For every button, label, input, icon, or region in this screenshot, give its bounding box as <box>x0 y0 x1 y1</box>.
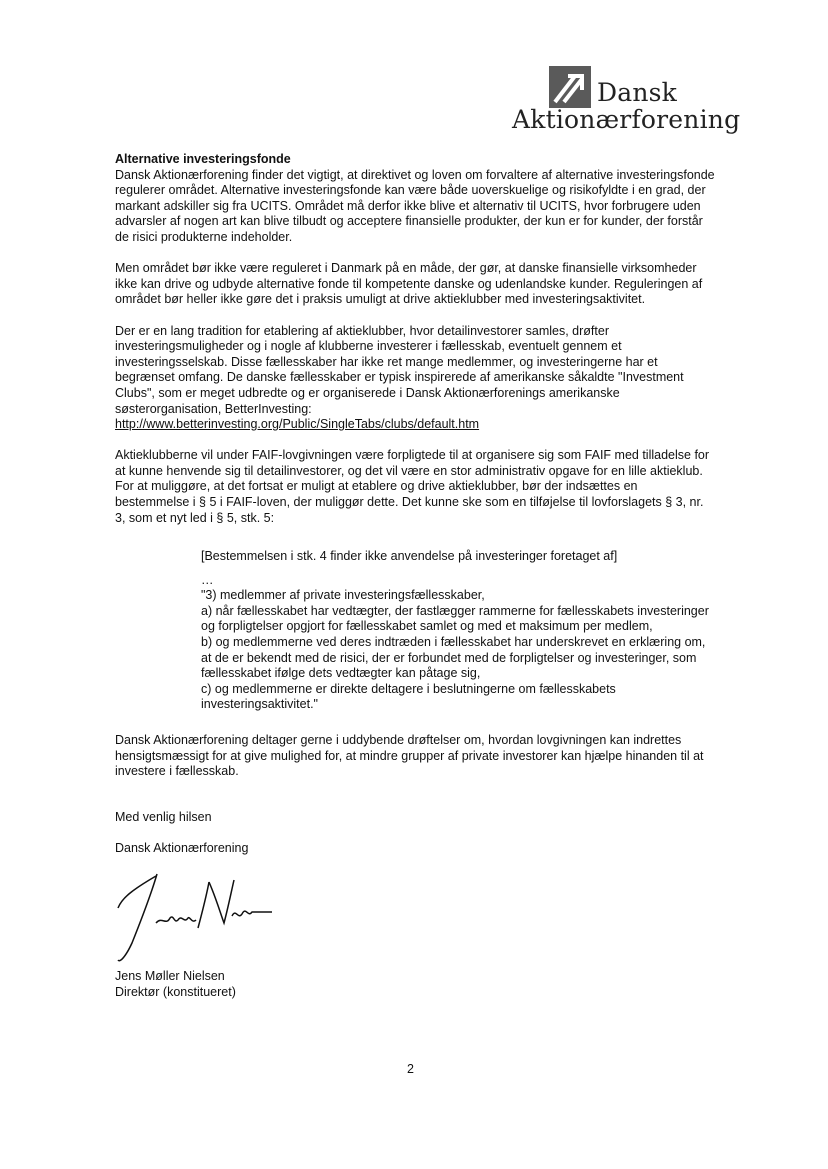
section-paragraph-1 <box>115 152 715 246</box>
letter-body <box>115 152 715 542</box>
organization-logo <box>505 66 741 138</box>
section-heading: Alternative investeringsfonde <box>115 152 291 166</box>
betterinvesting-link[interactable]: http://www.betterinvesting.org/Public/SingleTabs/clubs/default.htm <box>115 417 480 432</box>
handwritten-signature <box>112 868 282 968</box>
signer-block <box>115 969 236 1000</box>
paragraph-text: Dansk Aktionærforening finder det vigtigt, at direktivet og loven om forvaltere af alternative investeringsfonde regulerer området. Alternative investeringsfonde kan være både uoverskuelige og risikofyldte i en grad, der markant adskiller sig fra UCITS. Området må derfor ikke blive et alternativ til UCITS, hvor forbrugere uden advarsler af nogen art kan blive tilbudt og acceptere finansielle produkter, der kun er for kunder, der forstår de risici produkterne indeholder. <box>115 167 715 244</box>
signer-title: Direktør (konstitueret) <box>115 984 236 999</box>
proposed-provision-quote <box>201 549 716 713</box>
organization-name: Dansk Aktionærforening <box>115 841 249 855</box>
section-paragraph-2: Men området bør ikke være reguleret i Danmark på en måde, der gør, at danske finansielle virksomheder ikke kan drive og udbyde alternative fonde til kompetente danske og udenlandske kunder. Reguleringen af området bør heller ikke gøre det i praksis umuligt at drive aktieklubber med investeringsaktivitet. <box>115 261 703 307</box>
paragraph-text: Der er en lang tradition for etablering af aktieklubber, hvor detailinvestorer samles, drøfter investeringsmuligheder og i nogle af klubberne investerer i fællesskab, eventuelt gennem et investeringsselskab. Disse fællesskaber har ikke ret mange medlemmer, og investeringerne har et begrænset omfang. De danske fællesskaber er typisk inspirerede af amerikanske såkaldte "Investment Clubs", som er meget udbredte og er organiserede i Dansk Aktionærforenings amerikanske søsterorganisation, BetterInvesting: <box>115 323 684 416</box>
quote-item-b: b) og medlemmerne ved deres indtræden i fællesskabet har underskrevet en erklæring om, at de er bekendt med de risici, der er forbundet med de forpligtelser og investeringer, som fællesskabet ifølge dets vedtægter kan påtage sig, <box>201 634 706 681</box>
quote-spacer <box>201 565 716 573</box>
salutation: Med venlig hilsen <box>115 810 212 824</box>
logo-text-aktionaerforening: Aktionærforening <box>512 105 741 134</box>
logo-text-dansk: Dansk <box>597 78 678 107</box>
section-paragraph-3 <box>115 324 715 433</box>
quote-intro: [Bestemmelsen i stk. 4 finder ikke anvendelse på investeringer foretaget af] <box>201 549 618 563</box>
closing-paragraph: Dansk Aktionærforening deltager gerne i uddybende drøftelser om, hvordan lovgivningen kan indrettes hensigtsmæssigt for at give mulighed for, at mindre grupper af private investorer kan hjælpe hinanden til at investere i fællesskab. <box>115 733 704 779</box>
page-number: 2 <box>407 1062 414 1076</box>
quote-ellipsis: … <box>201 572 214 587</box>
section-paragraph-4: Aktieklubberne vil under FAIF-lovgivningen være forpligtede til at organisere sig som FAIF med tilladelse for at kunne henvende sig til detailinvestorer, og det vil være en stor administrativ opgave for en lille aktieklub. For at muliggøre, at det fortsat er muligt at etablere og drive aktieklubber, bør der indsættes en bestemmelse i § 5 i FAIF-loven, der muliggør dette. Det kunne ske som en tilføjelse til lovforslagets § 3, nr. 3, som et nyt led i § 5, stk. 5: <box>115 448 710 525</box>
quote-item-3: "3) medlemmer af private investeringsfællesskaber, <box>201 588 485 603</box>
quote-item-c: c) og medlemmerne er direkte deltagere i beslutningerne om fællesskabets investeringsaktivitet." <box>201 681 616 712</box>
logo-mark-icon <box>549 66 591 108</box>
quote-item-a: a) når fællesskabet har vedtægter, der fastlægger rammerne for fællesskabets investeringer og forpligtelser opgjort for fællesskabet samlet og med et maksimum per medlem, <box>201 603 709 634</box>
signer-name: Jens Møller Nielsen <box>115 969 225 983</box>
